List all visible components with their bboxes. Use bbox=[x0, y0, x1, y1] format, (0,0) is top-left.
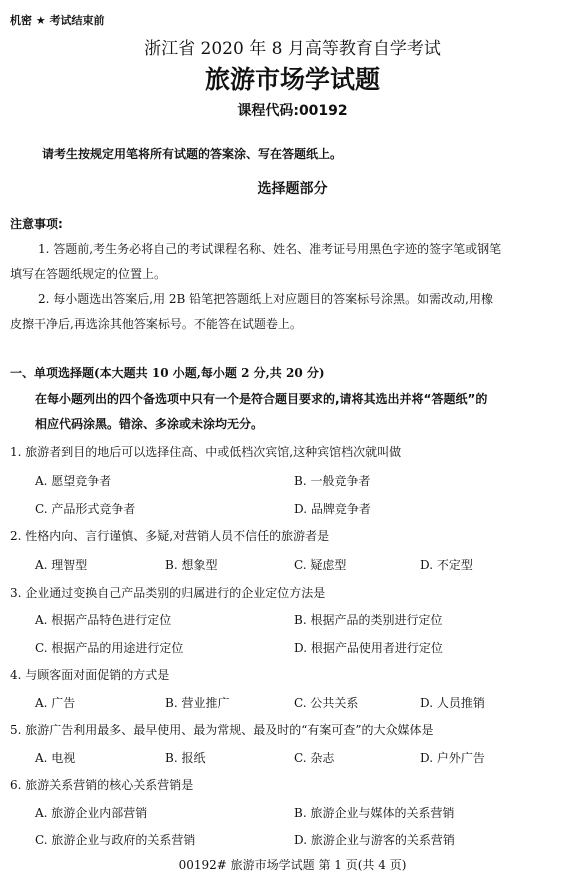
exam-title: 浙江省 2020 年 8 月高等教育自学考试 bbox=[144, 39, 441, 59]
question-option: C. 杂志 bbox=[294, 751, 335, 765]
question-option: B. 想象型 bbox=[165, 558, 218, 572]
question-stem: 1. 旅游者到目的地后可以选择住高、中或低档次宾馆,这种宾馆档次就叫做 bbox=[10, 445, 402, 459]
question-option: C. 公共关系 bbox=[294, 696, 359, 710]
part1-heading: 一、单项选择题(本大题共 10 小题,每小题 2 分,共 20 分) bbox=[10, 366, 325, 380]
question-option: A. 理智型 bbox=[35, 558, 88, 572]
instruction: 请考生按规定用笔将所有试题的答案涂、写在答题纸上。 bbox=[42, 147, 343, 161]
question-option: D. 品牌竞争者 bbox=[294, 502, 371, 516]
question-stem: 4. 与顾客面对面促销的方式是 bbox=[10, 668, 170, 682]
paper-title: 旅游市场学试题 bbox=[204, 65, 380, 94]
question-stem: 3. 企业通过变换自己产品类别的归属进行的企业定位方法是 bbox=[10, 586, 326, 600]
question-stem: 5. 旅游广告利用最多、最早使用、最为常规、最及时的“有案可查”的大众媒体是 bbox=[10, 723, 434, 737]
question-option: D. 不定型 bbox=[420, 558, 473, 572]
notice-item-1-line1: 1. 答题前,考生务必将自己的考试课程名称、姓名、准考证号用黑色字迹的签字笔或钢笔 bbox=[38, 242, 502, 256]
question-option: C. 根据产品的用途进行定位 bbox=[35, 641, 184, 655]
section-title: 选择题部分 bbox=[257, 181, 328, 197]
question-option: B. 旅游企业与媒体的关系营销 bbox=[294, 806, 455, 820]
question-option: C. 旅游企业与政府的关系营销 bbox=[35, 833, 196, 847]
question-option: B. 一般竞争者 bbox=[294, 474, 371, 488]
question-option: B. 营业推广 bbox=[165, 696, 230, 710]
question-option: C. 产品形式竞争者 bbox=[35, 502, 136, 516]
question-option: D. 户外广告 bbox=[420, 751, 485, 765]
course-code: 课程代码:00192 bbox=[237, 103, 348, 119]
question-stem: 6. 旅游关系营销的核心关系营销是 bbox=[10, 778, 194, 792]
question-option: A. 根据产品特色进行定位 bbox=[35, 613, 172, 627]
question-option: D. 根据产品使用者进行定位 bbox=[294, 641, 443, 655]
notice-item-2-line2: 皮擦干净后,再选涂其他答案标号。不能答在试题卷上。 bbox=[10, 317, 302, 331]
question-option: D. 人员推销 bbox=[420, 696, 485, 710]
question-option: A. 愿望竞争者 bbox=[35, 474, 112, 488]
question-option: C. 疑虑型 bbox=[294, 558, 347, 572]
notice-item-2-line1: 2. 每小题选出答案后,用 2B 铅笔把答题纸上对应题目的答案标号涂黑。如需改动,用橡 bbox=[38, 292, 493, 306]
question-option: A. 旅游企业内部营销 bbox=[35, 806, 148, 820]
question-option: D. 旅游企业与游客的关系营销 bbox=[294, 833, 455, 847]
question-option: B. 根据产品的类别进行定位 bbox=[294, 613, 443, 627]
confidential-mark: 机密 ★ 考试结束前 bbox=[10, 14, 105, 27]
notice-item-1-line2: 填写在答题纸规定的位置上。 bbox=[10, 267, 167, 281]
question-option: A. 电视 bbox=[35, 751, 76, 765]
question-option: B. 报纸 bbox=[165, 751, 206, 765]
page-footer: 00192# 旅游市场学试题 第 1 页(共 4 页) bbox=[178, 858, 407, 872]
part1-desc-line2: 相应代码涂黑。错涂、多涂或未涂均无分。 bbox=[35, 417, 264, 431]
question-option: A. 广告 bbox=[35, 696, 76, 710]
question-stem: 2. 性格内向、言行谨慎、多疑,对营销人员不信任的旅游者是 bbox=[10, 529, 330, 543]
notice-heading: 注意事项: bbox=[10, 217, 63, 231]
part1-desc-line1: 在每小题列出的四个备选项中只有一个是符合题目要求的,请将其选出并将“答题纸”的 bbox=[35, 392, 488, 406]
